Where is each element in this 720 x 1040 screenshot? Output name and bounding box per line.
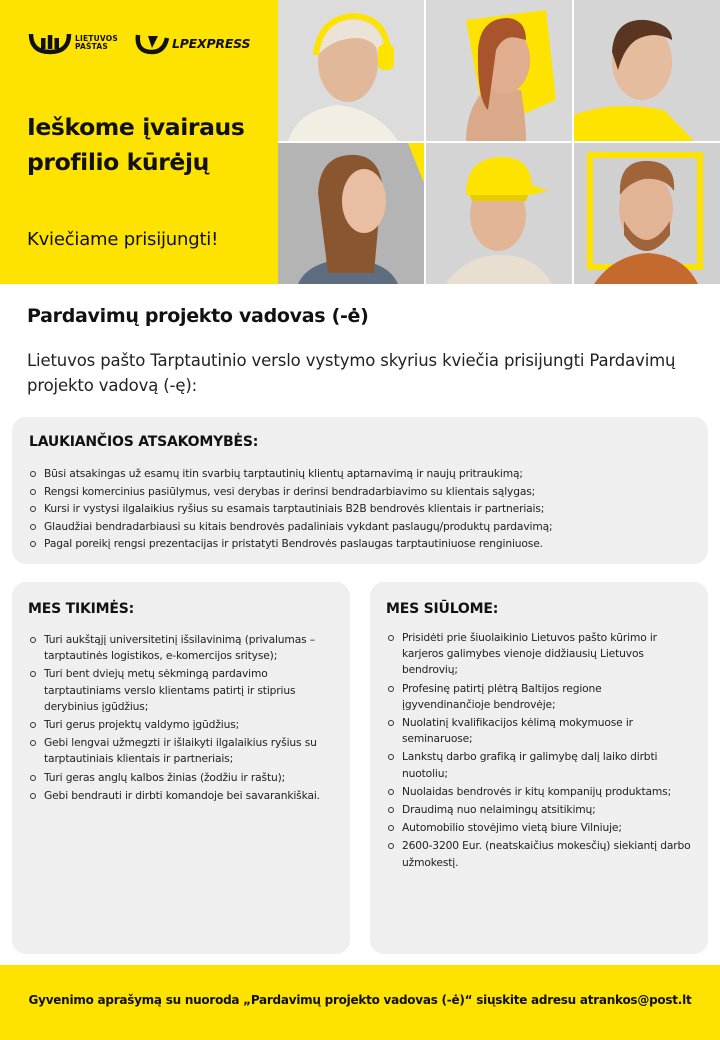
logos bbox=[28, 30, 250, 56]
responsibilities-panel bbox=[12, 417, 708, 564]
portrait-tile bbox=[426, 143, 572, 284]
portrait-young-woman bbox=[278, 143, 424, 284]
list-item: Profesinę patirtį plėtrą Baltijos regione įgyvendinančioje bendrovėje; bbox=[387, 681, 692, 713]
lpexpress-logo bbox=[134, 30, 250, 56]
lietuvos-pastas-emblem-icon bbox=[28, 30, 72, 56]
list-item: Glaudžiai bendradarbiausi su kitais bendrovės padaliniais vykdant paslaugų/produktų pardavimą; bbox=[29, 518, 699, 536]
job-intro: Lietuvos pašto Tarptautinio verslo vystymo skyrius kviečia prisijungti Pardavimų projekto vadovą (-ę): bbox=[27, 351, 676, 395]
list-item: Rengsi komercinius pasiūlymus, vesi derybas ir derinsi bendradarbiavimo su klientais sąlygas; bbox=[29, 483, 699, 501]
list-item: Būsi atsakingas už esamų itin svarbių tarptautinių klientų aptarnavimą ir naujų pritraukimą; bbox=[29, 465, 699, 483]
logo-text-line1: LIETUVOS bbox=[75, 34, 118, 43]
portrait-tile bbox=[574, 143, 720, 284]
list-item: Prisidėti prie šiuolaikinio Lietuvos pašto kūrimo ir karjeros galimybes vienoje didžiausių Lietuvos bendrovių; bbox=[387, 630, 692, 679]
lpexpress-emblem-icon bbox=[134, 30, 170, 56]
list-item: Lankstų darbo grafiką ir galimybę dalį laiko dirbti nuotoliu; bbox=[387, 749, 692, 781]
list-item: Kursi ir vystysi ilgalaikius ryšius su esamais tarptautiniais B2B bendrovės klientais ir partneriais; bbox=[29, 500, 699, 518]
lietuvos-pastas-logo bbox=[28, 30, 118, 56]
list-item: 2600-3200 Eur. (neatskaičius mokesčių) siekiantį darbo užmokestį. bbox=[387, 838, 692, 870]
hero-subtitle: Kviečiame prisijungti! bbox=[27, 229, 219, 250]
list-item: Gebi bendrauti ir dirbti komandoje bei savarankiškai. bbox=[29, 788, 334, 804]
requirements-heading: MES TIKIMĖS: bbox=[28, 601, 135, 617]
offer-list bbox=[387, 630, 692, 873]
logo-text-line2: PAŠTAS bbox=[75, 42, 108, 51]
portrait-man-profile bbox=[574, 0, 720, 141]
hero-banner bbox=[0, 0, 720, 284]
portrait-woman-headphones bbox=[278, 0, 424, 141]
list-item: Pagal poreikį rengsi prezentacijas ir pristatyti Bendrovės paslaugas tarptautiniuose renginiuose. bbox=[29, 535, 699, 553]
offer-panel bbox=[370, 582, 708, 954]
list-item: Gebi lengvai užmegzti ir išlaikyti ilgalaikius ryšius su tarptautiniais klientais ir partneriais; bbox=[29, 735, 334, 767]
responsibilities-heading: LAUKIANČIOS ATSAKOMYBĖS: bbox=[29, 434, 259, 450]
responsibilities-list bbox=[29, 465, 699, 553]
portrait-woman-profile bbox=[426, 0, 572, 141]
list-item: Automobilio stovėjimo vietą biure Vilniuje; bbox=[387, 820, 692, 836]
list-item: Turi aukštąjį universitetinį išsilavinimą (privalumas – tarptautinės logistikos, e-komercijos srityse); bbox=[29, 632, 334, 664]
portrait-tile bbox=[574, 0, 720, 141]
portrait-tile bbox=[426, 0, 572, 141]
footer-banner bbox=[0, 965, 720, 1040]
footer-apply-text: Gyvenimo aprašymą su nuoroda „Pardavimų projekto vadovas (-ė)“ siųskite adresu atrankos@post.lt bbox=[28, 993, 692, 1007]
list-item: Turi bent dviejų metų sėkmingą pardavimo tarptautiniams verslo klientams patirtį ir stiprius derybinius įgūdžius; bbox=[29, 666, 334, 715]
list-item: Turi geras anglų kalbos žinias (žodžiu ir raštu); bbox=[29, 770, 334, 786]
list-item: Turi gerus projektų valdymo įgūdžius; bbox=[29, 717, 334, 733]
hero-yellow-panel bbox=[0, 0, 278, 284]
list-item: Nuolatinį kvalifikacijos kėlimą mokymuose ir seminaruose; bbox=[387, 715, 692, 747]
lpexpress-logo-text: LPEXPRESS bbox=[171, 35, 251, 51]
list-item: Nuolaidas bendrovės ir kitų kompanijų produktams; bbox=[387, 784, 692, 800]
portrait-grid bbox=[278, 0, 720, 284]
offer-heading: MES SIŪLOME: bbox=[386, 601, 499, 617]
hero-title: Ieškome įvairaus profilio kūrėjų bbox=[27, 113, 245, 176]
requirements-list bbox=[29, 632, 334, 806]
portrait-man-yellow-cap bbox=[426, 143, 572, 284]
job-title: Pardavimų projekto vadovas (-ė) bbox=[27, 305, 369, 327]
list-item: Draudimą nuo nelaimingų atsitikimų; bbox=[387, 802, 692, 818]
portrait-bearded-man bbox=[574, 143, 720, 284]
portrait-tile bbox=[278, 0, 424, 141]
portrait-tile bbox=[278, 143, 424, 284]
requirements-panel bbox=[12, 582, 350, 954]
